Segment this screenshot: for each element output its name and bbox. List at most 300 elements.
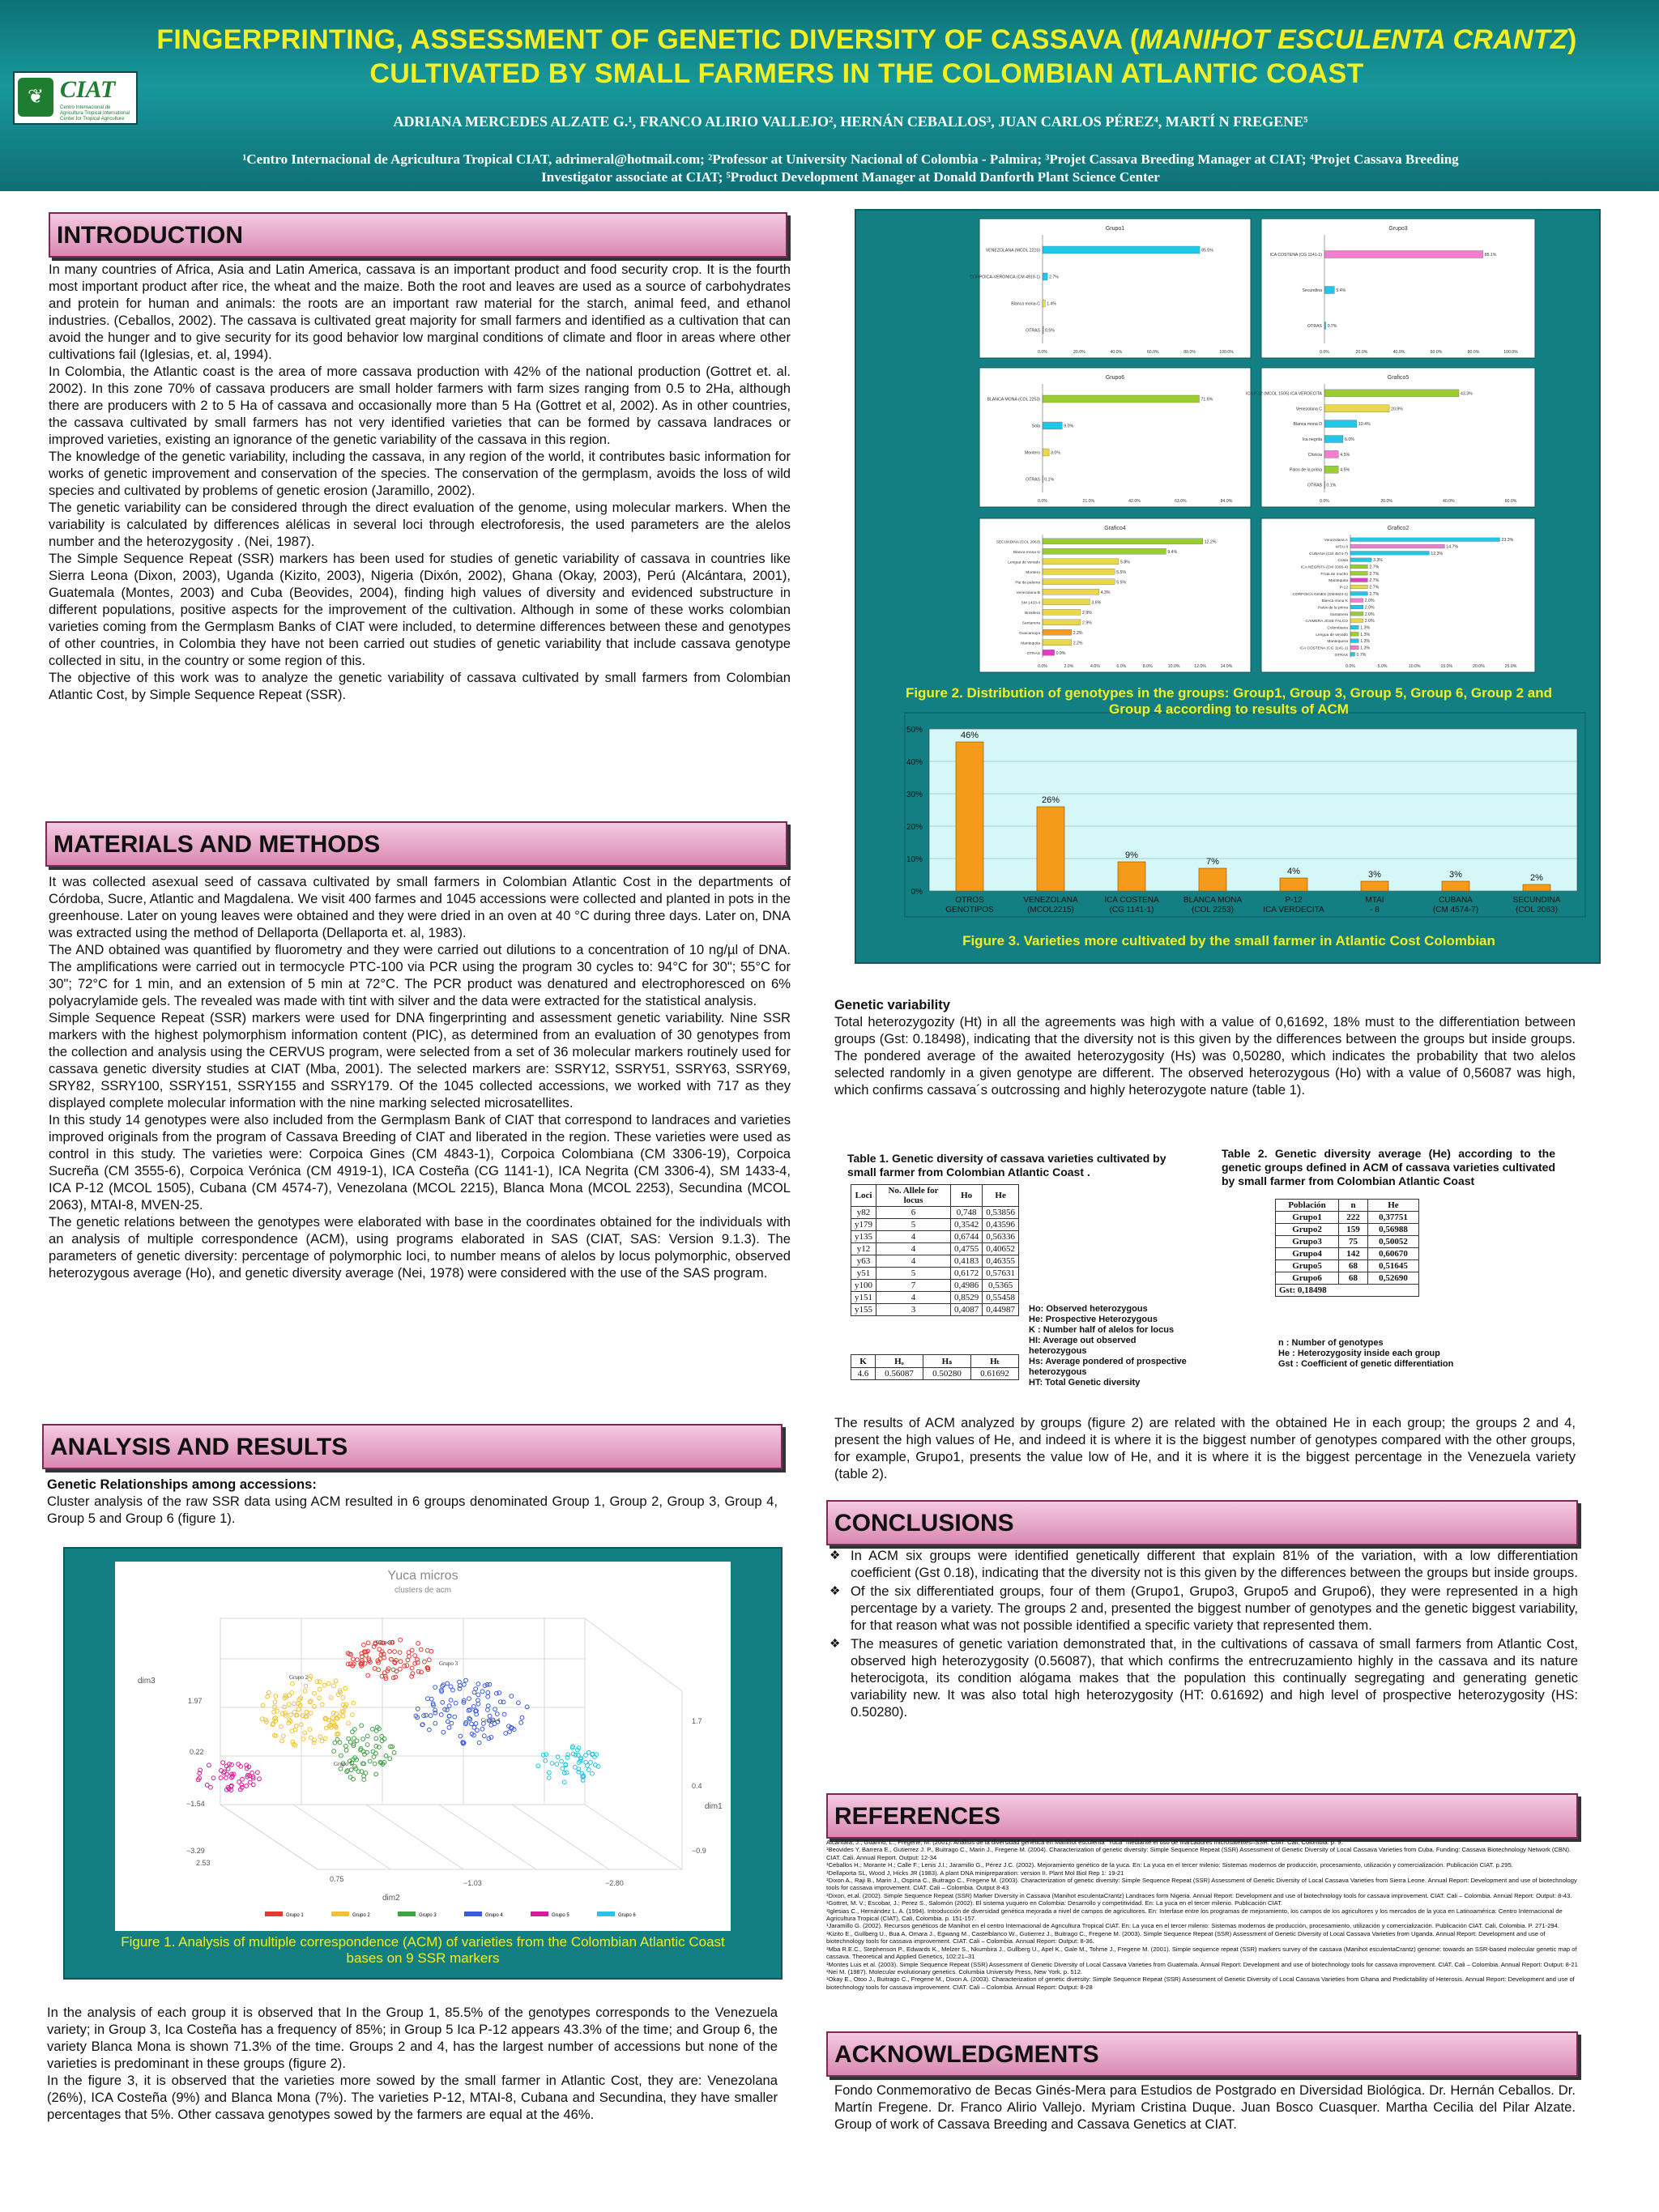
- bar: [1324, 405, 1389, 412]
- bar-value-label: 2.7%: [1049, 275, 1059, 280]
- scatter-point: [266, 1694, 270, 1698]
- plot-area: [929, 729, 1577, 891]
- bar-value-label: 23.3%: [1501, 538, 1514, 543]
- tick-label: 10.0%: [1408, 664, 1421, 669]
- table2-gst-row: Gst: 0,18498: [1276, 1285, 1419, 1297]
- x-tick-label: (MCOL2215): [1027, 906, 1074, 914]
- bar-category-label: Fruta de mucho: [1320, 572, 1348, 577]
- x-tick-label: - 8: [1370, 906, 1380, 914]
- bar-value-label: 3.3%: [1373, 558, 1383, 564]
- bar: [1350, 565, 1367, 569]
- scatter-point: [480, 1690, 484, 1694]
- scatter-point: [560, 1759, 564, 1763]
- bar-value-label: 6.0%: [1345, 437, 1354, 442]
- legend-swatch: [531, 1912, 548, 1916]
- bar-value-label: 71.6%: [1201, 397, 1213, 403]
- table2-header-row: Población n He: [1276, 1200, 1419, 1212]
- bar-value-label: 85.5%: [1201, 248, 1213, 254]
- table2-row: [1276, 1236, 1419, 1248]
- svg-text:Grupo 1: Grupo 1: [376, 1639, 395, 1646]
- logo-subtext: Centro Internacional de Agricultura Tropical International Center for Tropical Agriculture: [60, 105, 130, 121]
- reference-item: ¹Mba R.E.C., Stephenson P., Edwards K., Melzer S., Nkumbira J., Gullberg U., Apel K., Gale M., Tohme J., Fregene M. (2001). Simple sequence repeat (SSR) markers survey of the cassava (Manihot esculentaCrantz) genome: towards an SSR-based molecular genetic map of cassava. Theoretical and Applied Genetics, 102:21–31: [826, 1945, 1577, 1961]
- table2-row-cell: 159: [1339, 1224, 1368, 1236]
- reference-item: ¹Gottret, M. V.; Escobar, J.; Perez S., Salomón (2002). El sistema yuquero en Colombia: Desarrollo y competitividad. En: La yuca en el tercer milenio. Publicación CIAT.: [826, 1899, 1283, 1907]
- scatter-point: [495, 1691, 499, 1695]
- scatter-point: [441, 1730, 446, 1734]
- bar-value-label: 85.1%: [1484, 253, 1497, 258]
- scatter-point: [320, 1703, 324, 1707]
- scatter-point: [372, 1755, 376, 1759]
- bar: [1523, 884, 1550, 891]
- scatter-point: [207, 1763, 211, 1767]
- table1-row-cell: y82: [851, 1207, 876, 1219]
- scatter-point: [258, 1777, 262, 1781]
- scatter-point: [309, 1736, 313, 1740]
- bar-value-label: 2.0%: [1364, 599, 1375, 604]
- bar: [1043, 422, 1062, 429]
- scatter-point: [326, 1681, 331, 1686]
- tick-label: 80.0%: [1467, 350, 1480, 355]
- table1-row-cell: 0,6744: [951, 1231, 983, 1243]
- scatter-point: [361, 1737, 365, 1741]
- analysis-heading: ANALYSIS AND RESULTS: [42, 1424, 783, 1469]
- bar-value-label: 0.9%: [1056, 650, 1066, 656]
- bar-category-label: CORPOICA-VERONICA (CM 4919-1): [970, 275, 1040, 280]
- x-tick-label: CUBANA: [1439, 896, 1473, 905]
- ciat-leaf-icon: ❦: [18, 78, 53, 117]
- bar-category-label: Santanera: [1021, 621, 1040, 626]
- bar-value-label: 2.7%: [1369, 578, 1380, 584]
- tick-label: 20.0%: [1473, 664, 1485, 669]
- scatter-point: [374, 1772, 378, 1776]
- scatter-point: [504, 1732, 508, 1736]
- table1-row-cell: 0,57631: [983, 1268, 1019, 1280]
- scatter-point: [245, 1784, 249, 1788]
- bar-value-label: 10.4%: [1358, 422, 1371, 428]
- conclusion-item: ❖ In ACM six groups were identified genetically different that explain 81% of the variation, with a low differentiation coefficient (Gst 0.18), indicating that the diversity not is this given by the differences between the groups but inside groups.: [826, 1547, 1578, 1581]
- scatter-point: [576, 1754, 580, 1758]
- table1-row-cell: y51: [851, 1268, 876, 1280]
- bar-value-label: 9%: [1125, 850, 1138, 860]
- table1: [851, 1184, 1019, 1316]
- bar-category-label: Venezolana B: [1016, 590, 1040, 595]
- scatter-point: [291, 1681, 295, 1686]
- table1-row-cell: y151: [851, 1292, 876, 1304]
- table2-row-cell: 142: [1339, 1248, 1368, 1260]
- scatter-point: [493, 1707, 497, 1711]
- scatter-point: [273, 1700, 277, 1704]
- table1-row-cell: 4: [876, 1231, 951, 1243]
- bar-category-label: Mantequita: [1021, 641, 1040, 646]
- scatter-point: [454, 1701, 458, 1705]
- bar: [1350, 578, 1367, 582]
- table2-body: [1276, 1212, 1419, 1285]
- scatter-point: [388, 1650, 392, 1654]
- tick-label: 40.0%: [1392, 350, 1405, 355]
- scatter-point: [365, 1743, 369, 1747]
- scatter-point: [344, 1744, 348, 1748]
- scatter-point: [334, 1724, 338, 1728]
- legend-label: Grupo 4: [485, 1913, 503, 1918]
- bar-value-label: 2.7%: [1369, 585, 1380, 590]
- tick-label: 20.0%: [1355, 350, 1368, 355]
- scatter-point: [449, 1698, 453, 1703]
- figure1-scatter-points: [196, 1638, 600, 1792]
- x-tick-label: (COL 2253): [1192, 906, 1234, 914]
- scatter-point: [380, 1734, 384, 1738]
- legend-label: Grupo 5: [552, 1913, 569, 1918]
- svg-text:2.53: 2.53: [196, 1859, 211, 1867]
- legend-swatch: [464, 1912, 482, 1916]
- tick-label: 42.0%: [1128, 499, 1141, 504]
- figure1-ticks: [186, 1697, 706, 1887]
- scatter-point: [410, 1648, 414, 1652]
- bar-category-label: Blanca mona G: [1013, 550, 1040, 555]
- bar: [1280, 878, 1307, 891]
- scatter-point: [476, 1682, 480, 1686]
- bar-value-label: 4.5%: [1340, 467, 1350, 473]
- scatter-point: [349, 1768, 353, 1772]
- bar: [1350, 639, 1358, 643]
- legend-swatch: [265, 1912, 283, 1916]
- bar-value-label: 9.0%: [1064, 424, 1074, 429]
- acknowledgments-text: Fondo Conmemorativo de Becas Ginés-Mera para Estudios de Postgrado en Diversidad Biológica. Dr. Hernán Ceballos. Dr. Martín Fregene. Dr. Franco Alirio Vallejo. Myriam Cristina Duque. Juan Bosco Cuasquer. Martha Cecilia del Pilar Alzate. Group of work of Cassava Breeding and Cassava Genetics at CIAT.: [834, 2082, 1576, 2132]
- chart-title: Grupo1: [1105, 226, 1125, 232]
- reference-item: ¹Ceballos H.; Morante H.; Calle F.; Lenis J.I.; Jaramillo G., Pérez J.C. (2002). Mejoramiento genético de la yuca. En: La yuca en el tercer milenio: Sistemas modernos de producción, procesamiento, utilización y comercialización. Publicación CIAT. p.295.: [826, 1861, 1513, 1869]
- table1-row-cell: y100: [851, 1280, 876, 1292]
- tick-label: 4.0%: [1090, 664, 1100, 669]
- scatter-point: [281, 1734, 285, 1738]
- table1-header-row: Loci No. Allele for locus Ho He: [851, 1185, 1019, 1207]
- bar-category-label: OTRAS: [1026, 477, 1040, 483]
- table1-row: [851, 1219, 1019, 1231]
- scatter-point: [471, 1705, 476, 1709]
- reference-item: ¹Montes Luis et al. (2003). Simple Sequence Repeat (SSR) Assessment of Genetic Diversity of Local Cassava Varieties from Guatemala. Annual Report: Development and use of biotechnology tools for cassava improvement. CIAT. Cali – Colombia. Annual Report: Output: 8-21: [826, 1960, 1578, 1968]
- conclusions-list: [826, 1547, 1578, 1722]
- table1-row: [851, 1292, 1019, 1304]
- table1-row-cell: 4: [876, 1243, 951, 1255]
- table1-body: [851, 1207, 1019, 1316]
- scatter-point: [548, 1771, 552, 1775]
- chart-frame: [979, 219, 1251, 358]
- bar: [1350, 599, 1363, 603]
- table2-title: Table 2. Genetic diversity average (He) according to the genetic groups defined in ACM of cassava varieties cultivated by small farmer from Colombian Atlantic Coast: [1222, 1147, 1555, 1187]
- scatter-point: [364, 1771, 368, 1775]
- scatter-point: [586, 1768, 591, 1772]
- bar: [1043, 300, 1045, 307]
- tick-label: 12.0%: [1194, 664, 1206, 669]
- bar-value-label: 2.7%: [1369, 591, 1380, 597]
- table2-row-cell: 0,51645: [1367, 1260, 1418, 1272]
- bar-category-label: VENEZOLANA (MCOL 2215): [985, 248, 1040, 254]
- table2-row-cell: 75: [1339, 1236, 1368, 1248]
- bar-category-label: Palos de la prima: [1289, 467, 1322, 473]
- table2-row-cell: 68: [1339, 1260, 1368, 1272]
- bar: [1350, 558, 1371, 562]
- svg-text:Grupo 5: Grupo 5: [334, 1761, 353, 1767]
- scatter-point: [510, 1694, 514, 1698]
- dim3-axis-label: dim3: [138, 1677, 156, 1686]
- table1-summary-row: 4.6 0.56087 0.50280 0.61692: [851, 1368, 1019, 1380]
- bar-category-label: ICA COSTENA (CG 1141-1): [1299, 646, 1348, 651]
- bar-value-label: 0.7%: [1356, 652, 1367, 658]
- bar-category-label: Guacamaya: [1019, 631, 1040, 636]
- bar-value-label: 1.3%: [1360, 625, 1371, 631]
- ciat-logo: [13, 71, 138, 125]
- tick-label: 40.0%: [1442, 499, 1455, 504]
- table1-row: [851, 1231, 1019, 1243]
- scatter-point: [392, 1750, 396, 1754]
- scatter-point: [453, 1715, 457, 1719]
- reference-item: ¹Jaramillo G. (2002). Recursos genéticos de Manihot en el centro Internacional de Agricultura Tropical CIAT. En: La yuca en el tercer milenio: Sistemas modernos de producción, procesamiento, utilización y comercialización. Publicación CIAT. Cali, Colombia. P. 271-294.: [826, 1922, 1559, 1930]
- bar: [1350, 592, 1367, 596]
- scatter-point: [591, 1771, 595, 1775]
- bar-value-label: 4.5%: [1340, 452, 1350, 458]
- scatter-point: [351, 1730, 355, 1734]
- bar-category-label: Mantequera: [1327, 640, 1348, 645]
- reference-item: ¹Nei M. (1987). Molecular evolutionary genetics. Columbia University Press, New York. p. 512.: [826, 1967, 1083, 1975]
- scatter-point: [486, 1708, 490, 1712]
- chart-title: Grupo6: [1105, 375, 1125, 381]
- scatter-point: [555, 1762, 559, 1767]
- bar: [1043, 609, 1081, 615]
- scatter-point: [366, 1641, 370, 1645]
- table1-row-cell: 0,46355: [983, 1255, 1019, 1268]
- x-tick-label: BLANCA MONA: [1183, 896, 1243, 905]
- scatter-point: [334, 1679, 338, 1683]
- scatter-point: [219, 1776, 223, 1780]
- table2-row-cell: Grupo1: [1276, 1212, 1339, 1224]
- x-tick-label: MTAI: [1365, 896, 1384, 905]
- figure1-legend: [265, 1912, 636, 1918]
- table2-row-cell: Grupo5: [1276, 1260, 1339, 1272]
- scatter-point: [439, 1713, 443, 1717]
- table1-row: [851, 1304, 1019, 1316]
- figure2-chart-6: [1261, 518, 1535, 672]
- scatter-point: [556, 1755, 560, 1759]
- reference-item: ¹Dixon, et.al. (2002). Simple Sequence Repeat (SSR) Marker Diversity in Cassava (Manihot esculentaCrantz) Landraces form Nigeria. Annual Report: Development and use of biotechnology tools for cassava improvement. CIAT. Cali – Colombia. Annual Report: Output: 8-43.: [826, 1891, 1572, 1899]
- scatter-point: [577, 1767, 581, 1771]
- scatter-point: [315, 1680, 319, 1684]
- scatter-point: [274, 1694, 278, 1698]
- bar-category-label: Sola: [1031, 424, 1040, 429]
- svg-text:Grupo 4: Grupo 4: [481, 1717, 501, 1724]
- bar-category-label: Lengua de venado: [1008, 560, 1040, 565]
- bar-category-label: P-12: [1339, 586, 1348, 590]
- bar: [1043, 569, 1115, 574]
- scatter-point: [413, 1654, 417, 1658]
- bar-category-label: OTRAS: [1334, 653, 1348, 658]
- svg-text:−3.29: −3.29: [186, 1847, 205, 1855]
- x-tick-label: OTROS: [955, 896, 984, 905]
- scatter-point: [322, 1683, 326, 1687]
- bar: [1324, 436, 1343, 443]
- scatter-point: [474, 1722, 478, 1726]
- chart-title: Grafico2: [1387, 526, 1410, 531]
- tick-label: 80.0%: [1183, 350, 1196, 355]
- x-tick-label: VENEZOLANA: [1023, 896, 1078, 905]
- conclusion-item: ❖ Of the six differentiated groups, four of them (Grupo1, Grupo3, Grupo5 and Grupo6), they were represented in a high percentage by a variety. The groups 2 and, presented the biggest number of genotypes and the genetic biggest variability, for that reason what was not possible identified a specific variety that represented them.: [826, 1583, 1578, 1634]
- figure3-caption: Figure 3. Varieties more cultivated by the small farmer in Atlantic Cost Colombian: [962, 933, 1495, 948]
- table1-summary: [851, 1354, 1019, 1380]
- scatter-point: [211, 1776, 215, 1780]
- table1-row: [851, 1243, 1019, 1255]
- bar: [1324, 420, 1357, 428]
- scatter-point: [309, 1711, 313, 1715]
- scatter-point: [596, 1765, 600, 1769]
- bar-category-label: CORPOICA GINES (CM4843-1): [1292, 592, 1348, 597]
- bar-value-label: 2.7%: [1369, 565, 1380, 570]
- bar-category-label: Mantequita: [1328, 579, 1348, 584]
- poster-title: FINGERPRINTING, ASSESSMENT OF GENETIC DIVERSITY OF CASSAVA (MANIHOT ESCULENTA CRANTZ) CULTIVATED BY SMALL FARMERS IN THE COLOMBIAN ATLANTIC COAST: [156, 24, 1577, 89]
- tick-label: 0.0%: [1320, 499, 1329, 504]
- scatter-point: [584, 1760, 588, 1764]
- scatter-point: [519, 1720, 523, 1724]
- bar: [1043, 395, 1200, 403]
- table1-row-cell: 6: [876, 1207, 951, 1219]
- table1-row-cell: 0,748: [951, 1207, 983, 1219]
- scatter-point: [403, 1664, 407, 1669]
- bar: [1118, 862, 1145, 891]
- tick-label: 15.0%: [1440, 664, 1453, 669]
- scatter-point: [463, 1682, 467, 1686]
- scatter-point: [429, 1649, 433, 1653]
- scatter-point: [398, 1651, 402, 1655]
- scatter-point: [308, 1728, 312, 1732]
- bar-category-label: Venezolana C: [1295, 407, 1322, 412]
- scatter-point: [365, 1734, 369, 1738]
- scatter-point: [483, 1684, 487, 1688]
- reference-item: ¹Beovides Y, Barrera E., Gutierrez J. P., Buitrago C., Marin J., Fregene M. (2004). Characterization of genetic diversity: Simple Sequence Repeat (SSR) Assessment of Genetic Diversity of Local Cassava Varieties from Cuba. Funding: Cassava Biotechnology Network (CBN). CIAT. Cali. Annual Report. Output: 12-34: [826, 1846, 1572, 1861]
- table1-row-cell: 3: [876, 1304, 951, 1316]
- scatter-point: [433, 1686, 437, 1690]
- scatter-point: [482, 1734, 486, 1738]
- bar-category-label: Blanca mona K: [1321, 599, 1348, 604]
- table2-row: [1276, 1260, 1419, 1272]
- bar: [1361, 881, 1388, 891]
- introduction-text: In many countries of Africa, Asia and Latin America, cassava is an important product and food security crop. It is the fourth most important product after rice, the wheat and the maize. Both the root and leaves are used as a source of carbohydrates and protein for human and animals: the roots are an important raw material for the starch, animal feed, and ethanol industries. (Ceballos, 2002). The cassava is cultivated great majority for small farmers and identified as a cultivation that can avoid the hunger and to give security for its good behavior low marginal conditions of climate and floor in areas where other cultivations fail (Iglesias, et. al, 1994). In Colombia, the Atlantic coast is the area of more cassava production with 42% of the national production (Gottret et. al. 2002). In this zone 70% of cassava producers are small holder farmers with farm sizes ranging from 0.5 to 2Ha, although there are producers with 2 to 5 Ha of cassava and occasionally more than 5 Ha (Gottret et al, 2002). As in other countries, the cassava cultivated by small farmers has not very identified varieties that can be formed by cassava landraces or improved varieties, existing an ignorance of the genetic variability of the cassava in this region. The knowledge of the genetic variability, including the cassava, in any region of the world, it contributes basic information for works of genetic improvement and conservation of the species. The conservation of the germplasm, avoids the loss of wild species and cultivated by problems of genetic erosion (Jaramillo, 2002). The genetic variability can be considered through the direct evaluation of the genome, using molecular markers. When the variability is calculated by differences alélicas in several loci through electroforesis, the used parameters are the alelos number and the heterozygosity . (Nei, 1987). The Simple Sequence Repeat (SSR) markers has been used for studies of genetic variability of cassava in countries like Sierra Leona (Dixon, 2003), Uganda (Kizito, 2003), Nigeria (Dixón, 2002), Ghana (Okay, 2003), Perú (Alcántara, 2001), Guatemala (Montes, 2003) and Cuba (Beovides, 2004), finding high values of diversity and evidenced substructure in different populations, positive aspects for the improvement of the cultivation. Although in some of these works colombian varieties coming from the Germplasm Banks of CIAT were included, to determine differences between these and genotypes of other countries, in Colombia they have not been carried out studies of genetic variability that include cassava genotype collected in situ, in the country or some region of this. The objective of this work was to analyze the genetic variability of cassava cultivated by small farmers from Colombian Atlantic Cost, by Simple Sequence Repeat (SSR).: [49, 262, 791, 702]
- bar: [1442, 881, 1469, 891]
- scatter-point: [547, 1776, 551, 1780]
- table2-row-cell: 0,50052: [1367, 1236, 1418, 1248]
- scatter-point: [441, 1700, 445, 1704]
- bar: [1324, 390, 1459, 397]
- references-list: [826, 1839, 1584, 1991]
- table1-row: [851, 1268, 1019, 1280]
- legend-swatch: [597, 1912, 615, 1916]
- table1-row: [851, 1255, 1019, 1268]
- scatter-point: [420, 1670, 424, 1674]
- scatter-point: [377, 1668, 381, 1672]
- scatter-point: [279, 1724, 284, 1728]
- bar: [1043, 246, 1200, 254]
- bar-category-label: Chiricia: [1307, 452, 1322, 458]
- bar: [1043, 599, 1090, 605]
- bar-value-label: 5.5%: [1116, 569, 1127, 575]
- scatter-point: [410, 1666, 414, 1670]
- bar-category-label: ICA NEGRITA (CM 3306-4): [1300, 565, 1348, 570]
- scatter-point: [345, 1770, 349, 1774]
- bar-category-label: Montero: [1024, 450, 1040, 456]
- reference-item: ¹Dellaporta SL, Wood J, Hicks JR (1983). A plant DNA minipreparation: version II. Plant Mol Biol Rep 1: 19-21: [826, 1869, 1124, 1877]
- scatter-point: [426, 1697, 430, 1701]
- scatter-point: [289, 1713, 293, 1717]
- bar: [1037, 807, 1064, 891]
- bar: [1350, 619, 1363, 623]
- scatter-point: [209, 1785, 213, 1789]
- scatter-point: [323, 1737, 327, 1741]
- scatter-point: [429, 1697, 433, 1701]
- scatter-point: [486, 1694, 490, 1698]
- figure1-panel: [63, 1547, 783, 1980]
- chart-title: Grupo3: [1388, 226, 1408, 232]
- bar-value-label: 3%: [1368, 870, 1381, 880]
- svg-text:1.7: 1.7: [692, 1717, 702, 1725]
- scatter-point: [347, 1721, 351, 1725]
- scatter-point: [477, 1741, 481, 1745]
- table2-row-cell: Grupo2: [1276, 1224, 1339, 1236]
- affiliations: ¹Centro Internacional de Agricultura Tropical CIAT, adrimeral@hotmail.com; ²Professor at University Nacional of Colombia - Palmira; ³Projet Cassava Breeding Manager at CIAT; ⁴Projet Cassava Breeding Investigator associate at CIAT; ⁵Product Development Manager at Donald Danforth Plant Science Center: [242, 151, 1459, 185]
- svg-text:0.22: 0.22: [190, 1748, 204, 1756]
- scatter-point: [292, 1702, 296, 1706]
- bar: [1350, 633, 1358, 637]
- scatter-point: [348, 1775, 352, 1779]
- bar-value-label: 1.3%: [1360, 632, 1371, 637]
- figure1-acm-plot: [115, 1562, 731, 1931]
- tick-label: 5.0%: [1377, 664, 1388, 669]
- bar-value-label: 5.8%: [1120, 560, 1130, 565]
- tick-label: 0.0%: [1346, 664, 1355, 669]
- bar: [1350, 625, 1358, 629]
- scatter-point: [389, 1657, 393, 1661]
- table2-row-cell: Grupo6: [1276, 1272, 1339, 1285]
- scatter-point: [373, 1762, 377, 1766]
- bar-category-label: OTRAS: [1026, 651, 1040, 656]
- scatter-point: [303, 1690, 307, 1694]
- bar: [1043, 579, 1115, 585]
- bar-category-label: OTRAS: [1307, 324, 1322, 329]
- bar: [1199, 868, 1226, 891]
- tick-label: 60.0%: [1504, 499, 1517, 504]
- scatter-point: [476, 1702, 480, 1706]
- dim2-axis-label: dim2: [382, 1894, 400, 1903]
- scatter-point: [561, 1767, 565, 1771]
- scatter-point: [550, 1762, 554, 1766]
- bar: [1324, 251, 1483, 258]
- x-tick-label: (CG 1141-1): [1109, 906, 1154, 914]
- tick-label: 0.0%: [1038, 499, 1047, 504]
- scatter-point: [485, 1683, 489, 1687]
- scatter-point: [393, 1650, 397, 1654]
- bar-value-label: 5.4%: [1336, 288, 1346, 293]
- bar-category-label: Costa: [1337, 559, 1348, 564]
- svg-text:Grupo 3: Grupo 3: [439, 1660, 458, 1667]
- tick-label: 0.0%: [1320, 350, 1329, 355]
- scatter-point: [370, 1727, 374, 1731]
- figure2-chart-4: [1246, 368, 1535, 507]
- bar-category-label: Santanera: [1329, 612, 1348, 617]
- scatter-point: [251, 1783, 255, 1787]
- x-tick-label: (CM 4574-7): [1432, 906, 1479, 914]
- y-tick-label: 0%: [911, 888, 923, 897]
- reference-item: ¹Dixon A., Raji B., Marin J., Ospina C., Buitrago C., Fregene M. (2003). Characterization of genetic diversity: Simple Sequence Repeat (SSR) Assessment of Genetic Diversity of Local Cassava Varieties from Sierra Leone. Annual Report: Development and use of biotechnology tools for cassava improvement. CIAT. Cali – Colombia. Output 8-43: [826, 1877, 1577, 1892]
- scatter-point: [356, 1658, 360, 1662]
- bar-value-label: 2.0%: [1364, 605, 1375, 611]
- figure1-title: Yuca micros: [387, 1569, 458, 1583]
- scatter-point: [388, 1757, 392, 1761]
- scatter-point: [287, 1703, 291, 1707]
- scatter-point: [351, 1713, 355, 1717]
